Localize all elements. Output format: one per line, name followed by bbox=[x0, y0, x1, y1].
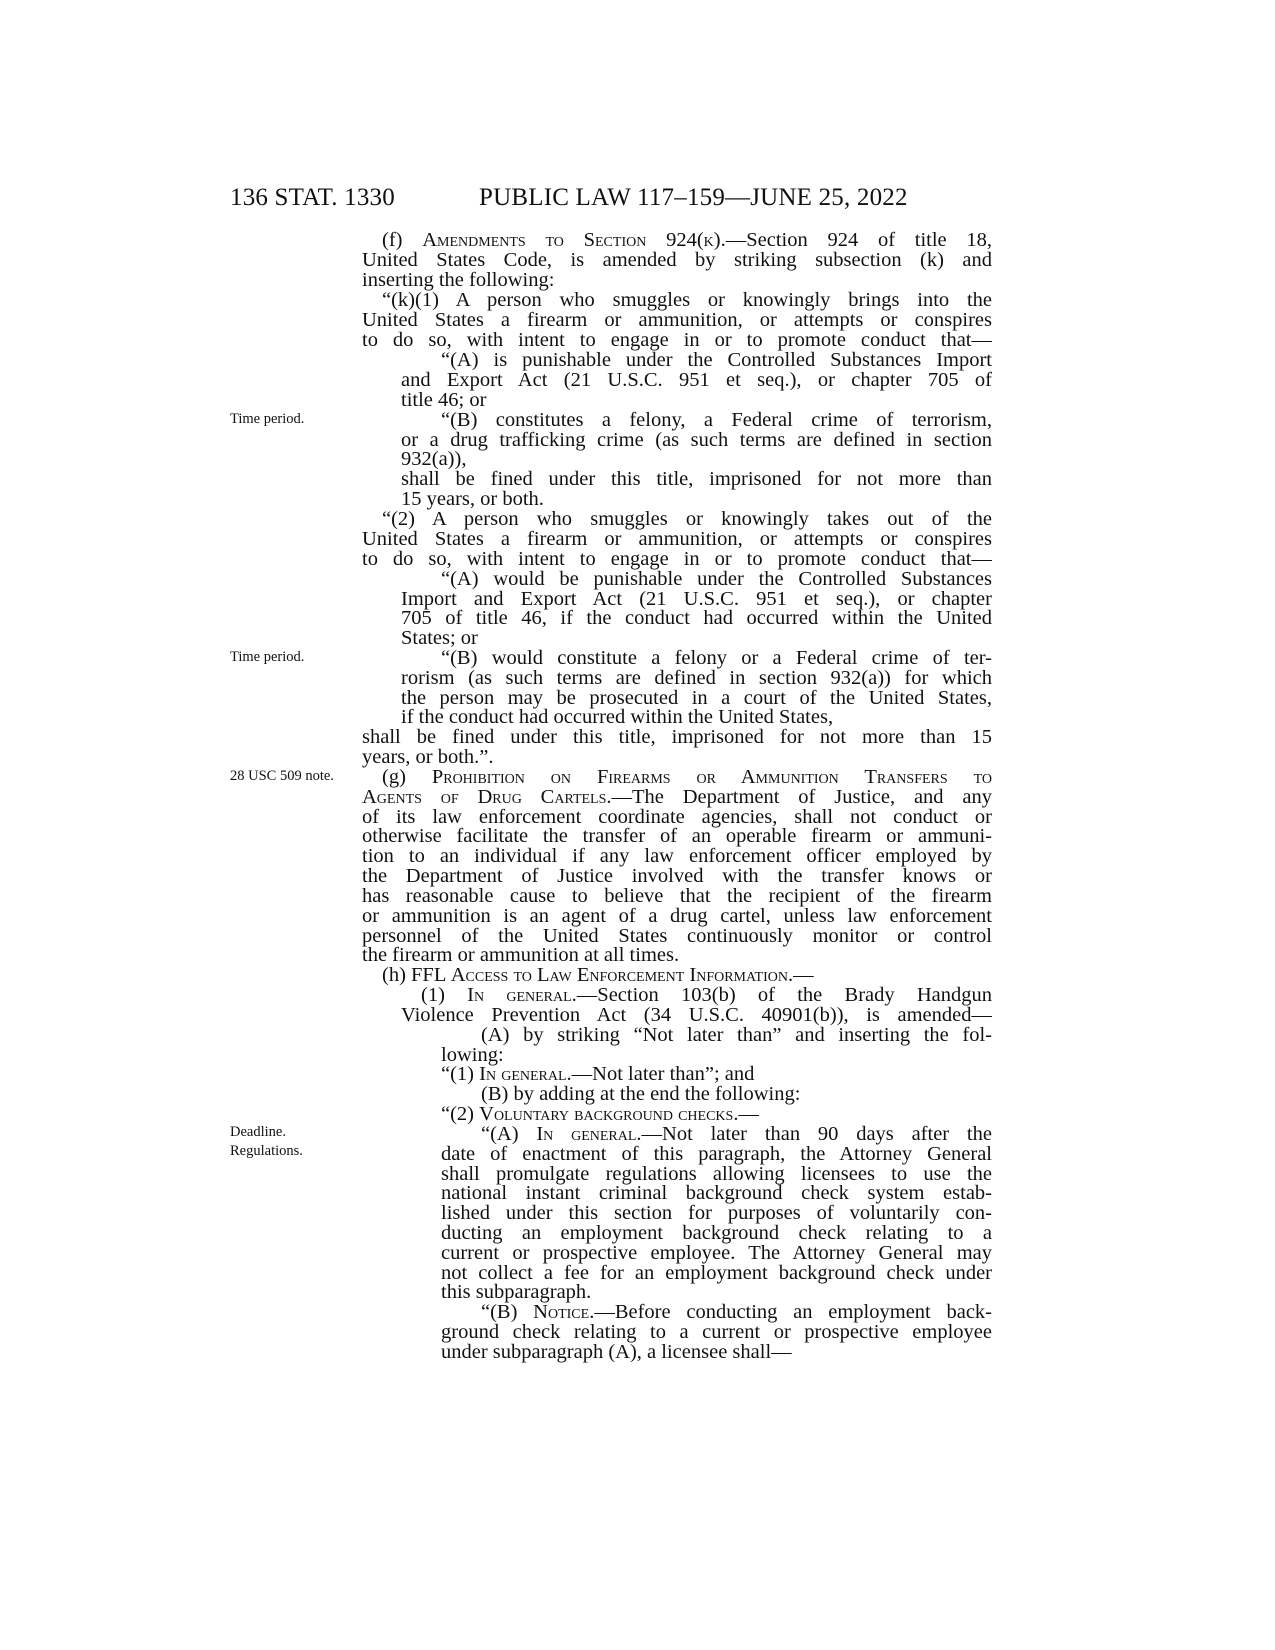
body-line: title 46; or bbox=[401, 389, 487, 411]
margin-note-usc-citation: 28 USC 509 note. bbox=[230, 768, 334, 784]
subsection-f-lead: (f) bbox=[382, 230, 423, 251]
body-line: Violence Prevention Act (34 U.S.C. 40901(b)), is amended— bbox=[401, 1005, 992, 1026]
margin-note-time-period-1: Time period. bbox=[230, 411, 305, 427]
running-head: PUBLIC LAW 117–159—JUNE 25, 2022 bbox=[479, 184, 908, 211]
body-line: “(A) is punishable under the Controlled Substances Import bbox=[441, 350, 992, 371]
body-line: “(B) would constitute a felony or a Federal crime of ter- bbox=[441, 648, 992, 669]
subpara-b-heading: Notice. bbox=[533, 1302, 595, 1323]
body-line bbox=[481, 1124, 992, 1145]
body-line: inserting the following: bbox=[362, 269, 555, 291]
body-line: ducting an employment background check relating to a bbox=[441, 1223, 992, 1244]
inserted-2-lead: “(2) bbox=[441, 1103, 480, 1125]
body-line: not collect a fee for an employment background check under bbox=[441, 1263, 992, 1284]
body-line: to do so, with intent to engage in or to promote conduct that— bbox=[362, 330, 992, 351]
body-line: current or prospective employee. The Attorney General may bbox=[441, 1243, 992, 1264]
subsection-g-heading-cont: Agents of Drug Cartels. bbox=[362, 787, 612, 808]
subpara-a-lead: “(A) bbox=[481, 1124, 537, 1145]
inserted-2-heading: Voluntary background checks. bbox=[479, 1103, 739, 1125]
body-line: 705 of title 46, if the conduct had occurred within the United bbox=[401, 608, 992, 629]
body-text: —Section 924 of title 18, bbox=[725, 230, 992, 251]
body-line: Import and Export Act (21 U.S.C. 951 et seq.), or chapter bbox=[401, 589, 992, 610]
body-line: 15 years, or both. bbox=[401, 488, 544, 510]
body-line: (A) by striking “Not later than” and inserting the fol- bbox=[481, 1025, 992, 1046]
body-line bbox=[441, 1104, 759, 1125]
body-line: to do so, with intent to engage in or to promote conduct that— bbox=[362, 549, 992, 570]
body-line: “(2) A person who smuggles or knowingly takes out of the bbox=[382, 509, 992, 530]
body-line bbox=[421, 985, 992, 1006]
body-line: lowing: bbox=[441, 1044, 504, 1066]
body-line: rorism (as such terms are defined in section 932(a)) for which bbox=[401, 668, 992, 689]
body-line: national instant criminal background check system estab- bbox=[441, 1183, 992, 1204]
body-text: — bbox=[738, 1103, 759, 1125]
body-line: years, or both.”. bbox=[362, 746, 494, 768]
body-line bbox=[382, 965, 814, 986]
body-text: —Not later than 90 days after the bbox=[641, 1124, 992, 1145]
body-line: the firearm or ammunition at all times. bbox=[362, 944, 680, 966]
subsection-g-lead: (g) bbox=[382, 767, 432, 788]
body-line bbox=[441, 1064, 754, 1085]
body-line: “(B) constitutes a felony, a Federal crime of terrorism, bbox=[441, 410, 992, 431]
body-line: the person may be prosecuted in a court of the United States, bbox=[401, 688, 992, 709]
body-line: 932(a)), bbox=[401, 448, 467, 470]
body-line: otherwise facilitate the transfer of an operable firearm or ammuni- bbox=[362, 826, 992, 847]
body-line: the Department of Justice involved with the transfer knows or bbox=[362, 866, 992, 887]
body-line: United States a firearm or ammunition, or attempts or conspires bbox=[362, 529, 992, 550]
body-line: (B) by adding at the end the following: bbox=[481, 1083, 801, 1105]
body-text: — bbox=[793, 964, 814, 986]
subsection-g-heading: Prohibition on Firearms or Ammunition Transfers to bbox=[431, 767, 992, 788]
body-line: or ammunition is an agent of a drug cartel, unless law enforcement bbox=[362, 906, 992, 927]
body-line bbox=[362, 787, 992, 808]
body-line: date of enactment of this paragraph, the Attorney General bbox=[441, 1144, 992, 1165]
subsection-h-heading: Access to Law Enforcement Information. bbox=[450, 964, 794, 986]
subsection-f-heading: Amendments to Section 924(k). bbox=[422, 230, 726, 251]
subpara-b-lead: “(B) bbox=[481, 1302, 534, 1323]
body-line: or a drug trafficking crime (as such terms are defined in section bbox=[401, 430, 992, 451]
body-text: —Not later than”; and bbox=[571, 1063, 755, 1085]
page-number: 136 STAT. 1330 bbox=[230, 184, 395, 211]
subsection-h-lead: (h) FFL bbox=[382, 964, 451, 986]
body-text: —Before conducting an employment back- bbox=[594, 1302, 992, 1323]
subpara-a-heading: In general. bbox=[536, 1124, 642, 1145]
body-line: this subparagraph. bbox=[441, 1281, 592, 1303]
body-line: United States a firearm or ammunition, or attempts or conspires bbox=[362, 310, 992, 331]
body-line: and Export Act (21 U.S.C. 951 et seq.), or chapter 705 of bbox=[401, 370, 992, 391]
body-line: of its law enforcement coordinate agencies, shall not conduct or bbox=[362, 807, 992, 828]
inserted-lead: “(1) bbox=[441, 1063, 480, 1085]
body-line bbox=[481, 1302, 992, 1323]
margin-note-regulations: Regulations. bbox=[230, 1143, 303, 1159]
body-text: —The Department of Justice, and any bbox=[611, 787, 992, 808]
body-line: shall be fined under this title, imprisoned for not more than bbox=[401, 469, 992, 490]
body-line: lished under this section for purposes of voluntarily con- bbox=[441, 1203, 992, 1224]
body-line: ground check relating to a current or prospective employee bbox=[441, 1322, 992, 1343]
inserted-heading: In general. bbox=[479, 1063, 572, 1085]
body-line: personnel of the United States continuously monitor or control bbox=[362, 926, 992, 947]
body-line: shall promulgate regulations allowing licensees to use the bbox=[441, 1164, 992, 1185]
body-line: tion to an individual if any law enforcement officer employed by bbox=[362, 846, 992, 867]
paragraph-1-heading: In general. bbox=[467, 985, 577, 1006]
body-line bbox=[382, 230, 992, 251]
body-line: if the conduct had occurred within the United States, bbox=[401, 706, 834, 728]
body-line: under subparagraph (A), a licensee shall— bbox=[441, 1341, 792, 1363]
body-line: “(k)(1) A person who smuggles or knowingly brings into the bbox=[382, 290, 992, 311]
body-line: States; or bbox=[401, 627, 478, 649]
body-line bbox=[382, 767, 992, 788]
margin-note-deadline-regulations bbox=[230, 1123, 303, 1161]
paragraph-1-lead: (1) bbox=[421, 985, 468, 1006]
body-text: —Section 103(b) of the Brady Handgun bbox=[576, 985, 992, 1006]
body-line: United States Code, is amended by striking subsection (k) and bbox=[362, 250, 992, 271]
body-line: shall be fined under this title, imprisoned for not more than 15 bbox=[362, 727, 992, 748]
body-line: “(A) would be punishable under the Controlled Substances bbox=[441, 569, 992, 590]
body-line: has reasonable cause to believe that the recipient of the firearm bbox=[362, 886, 992, 907]
margin-note-deadline: Deadline. bbox=[230, 1124, 286, 1140]
margin-note-time-period-2: Time period. bbox=[230, 649, 305, 665]
